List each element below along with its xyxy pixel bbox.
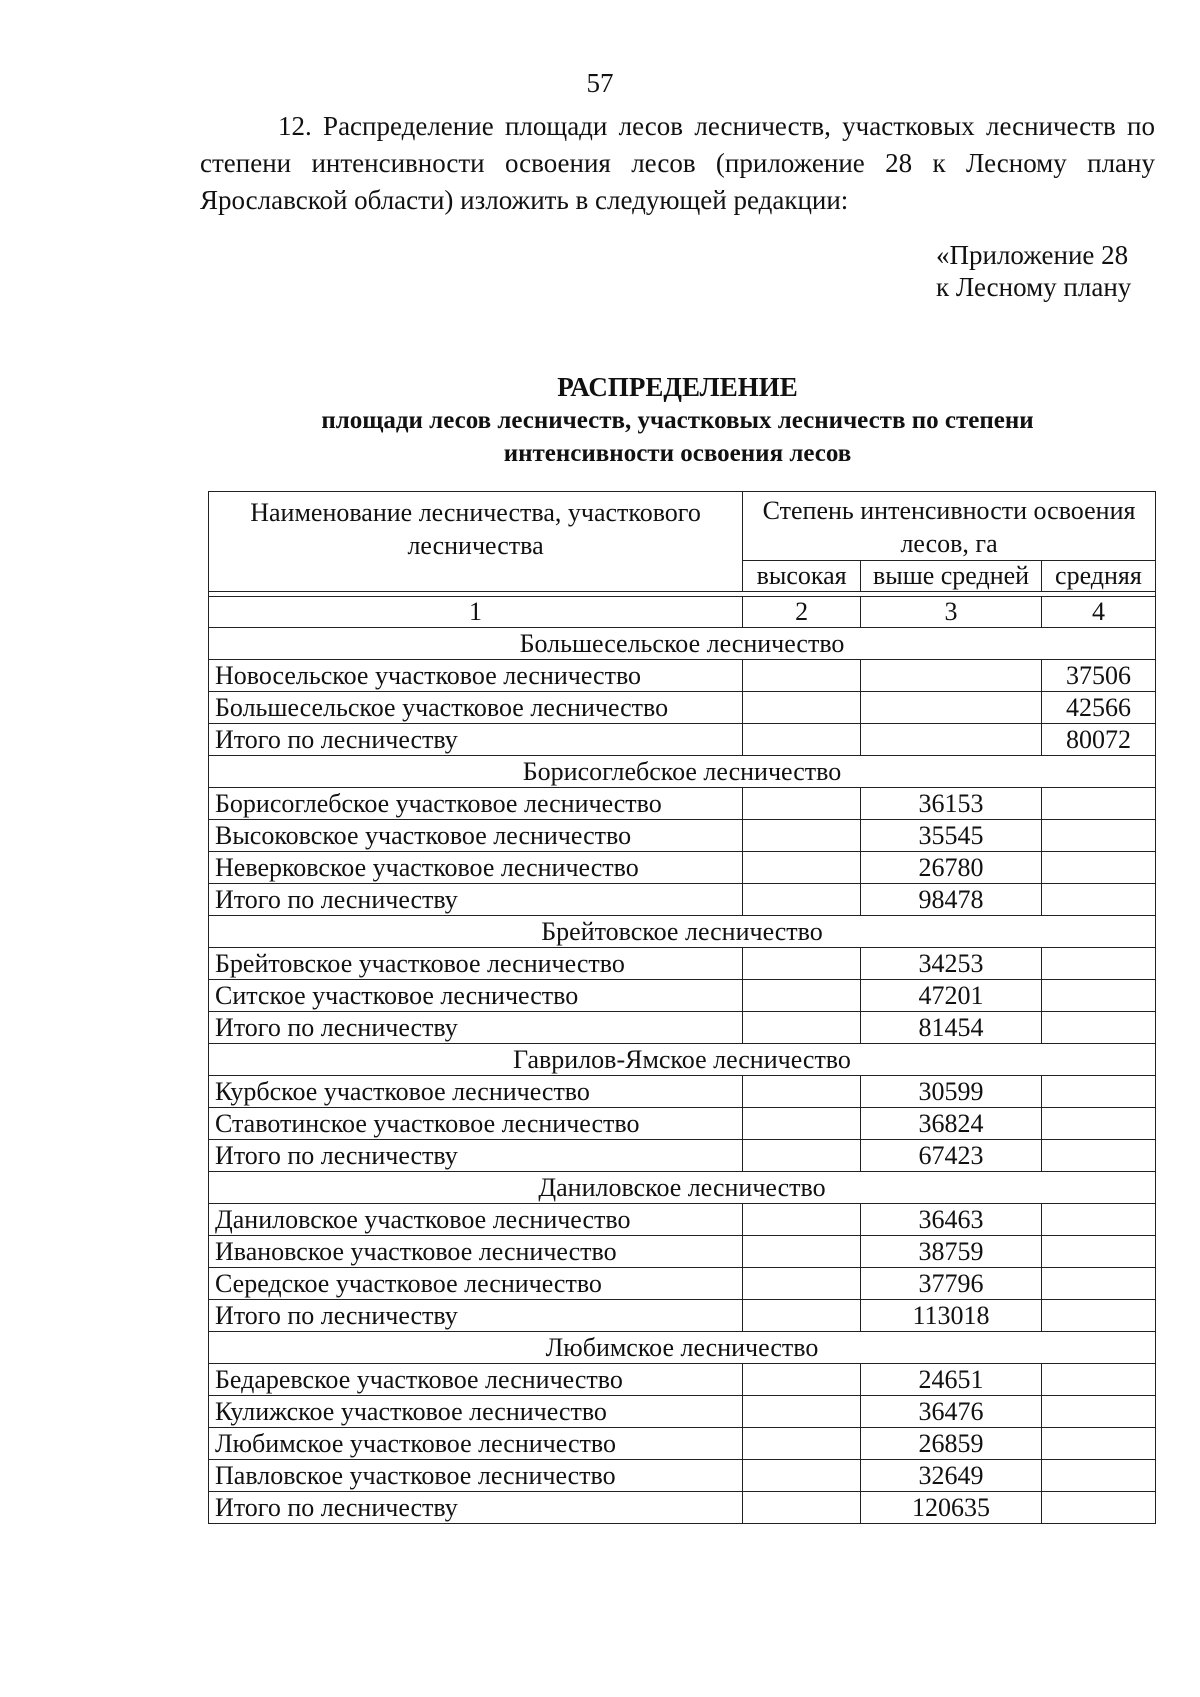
header-name-cell: Наименование лесничества, участкового лесничества: [209, 492, 743, 592]
row-high-cell: [743, 948, 861, 980]
table-row: [209, 1076, 1156, 1108]
row-average-cell: 42566: [1041, 692, 1155, 724]
row-high-cell: [743, 692, 861, 724]
table-row: [209, 1492, 1156, 1524]
row-above-average-cell: 26780: [861, 852, 1042, 884]
row-average-cell: [1041, 1140, 1155, 1172]
row-name-cell: Павловское участковое лесничество: [209, 1460, 743, 1492]
row-above-average-cell: 47201: [861, 980, 1042, 1012]
row-name-cell: Итого по лесничеству: [209, 1300, 743, 1332]
row-average-cell: [1041, 1076, 1155, 1108]
forestry-group-row: [209, 756, 1156, 788]
forestry-group-title: Даниловское лесничество: [209, 1172, 1156, 1204]
row-name-cell: Высоковское участковое лесничество: [209, 820, 743, 852]
page-number: 57: [586, 68, 614, 98]
row-above-average-cell: 67423: [861, 1140, 1042, 1172]
row-average-cell: [1041, 1236, 1155, 1268]
header-above-average-cell: выше средней: [861, 561, 1042, 592]
row-name-cell: Новосельское участковое лесничество: [209, 660, 743, 692]
row-high-cell: [743, 1396, 861, 1428]
annex-line-1: «Приложение 28: [936, 240, 1129, 270]
row-high-cell: [743, 1204, 861, 1236]
header-high-cell: высокая: [743, 561, 861, 592]
row-average-cell: 37506: [1041, 660, 1155, 692]
forestry-group-row: [209, 1172, 1156, 1204]
row-name-cell: Даниловское участковое лесничество: [209, 1204, 743, 1236]
row-average-cell: 80072: [1041, 724, 1155, 756]
table-row: [209, 1268, 1156, 1300]
forestry-group-row: [209, 628, 1156, 660]
row-high-cell: [743, 660, 861, 692]
table-row: [209, 788, 1156, 820]
row-above-average-cell: 24651: [861, 1364, 1042, 1396]
row-above-average-cell: 98478: [861, 884, 1042, 916]
row-average-cell: [1041, 852, 1155, 884]
row-average-cell: [1041, 1492, 1155, 1524]
row-high-cell: [743, 980, 861, 1012]
row-high-cell: [743, 1460, 861, 1492]
row-above-average-cell: 34253: [861, 948, 1042, 980]
row-average-cell: [1041, 1396, 1155, 1428]
row-high-cell: [743, 1076, 861, 1108]
distribution-table: [208, 491, 1156, 1524]
forestry-group-title: Брейтовское лесничество: [209, 916, 1156, 948]
header-degree-cell: Степень интенсивности освоения лесов, га: [743, 492, 1156, 561]
row-high-cell: [743, 1236, 861, 1268]
row-average-cell: [1041, 820, 1155, 852]
table-row: [209, 1364, 1156, 1396]
row-average-cell: [1041, 1108, 1155, 1140]
table-row: [209, 820, 1156, 852]
table-header-row: [209, 492, 1156, 561]
forestry-group-row: [209, 916, 1156, 948]
row-name-cell: Итого по лесничеству: [209, 1140, 743, 1172]
table-row: [209, 1396, 1156, 1428]
table-row: [209, 884, 1156, 916]
row-above-average-cell: 38759: [861, 1236, 1042, 1268]
row-average-cell: [1041, 884, 1155, 916]
row-above-average-cell: 37796: [861, 1268, 1042, 1300]
forestry-group-title: Большесельское лесничество: [209, 628, 1156, 660]
row-name-cell: Курбское участковое лесничество: [209, 1076, 743, 1108]
row-average-cell: [1041, 948, 1155, 980]
row-average-cell: [1041, 1300, 1155, 1332]
row-high-cell: [743, 788, 861, 820]
table-row: [209, 1428, 1156, 1460]
row-average-cell: [1041, 1460, 1155, 1492]
table-row: [209, 660, 1156, 692]
row-above-average-cell: 36463: [861, 1204, 1042, 1236]
forestry-group-row: [209, 1044, 1156, 1076]
table-row: [209, 1236, 1156, 1268]
header-average-cell: средняя: [1041, 561, 1155, 592]
row-above-average-cell: [861, 692, 1042, 724]
intro-paragraph: 12. Распределение площади лесов лесничеств, участковых лесничеств по степени интенсивности освоения лесов (приложение 28 к Лесному плану Ярославской области) изложить в следующей редакции:: [200, 111, 1155, 215]
row-average-cell: [1041, 1428, 1155, 1460]
row-name-cell: Итого по лесничеству: [209, 724, 743, 756]
heading-subtitle-1: площади лесов лесничеств, участковых лесничеств по степени: [321, 407, 1034, 434]
row-above-average-cell: 120635: [861, 1492, 1042, 1524]
row-high-cell: [743, 724, 861, 756]
row-name-cell: Середское участковое лесничество: [209, 1268, 743, 1300]
row-above-average-cell: 36476: [861, 1396, 1042, 1428]
row-above-average-cell: 36824: [861, 1108, 1042, 1140]
column-index-cell: 4: [1041, 597, 1155, 628]
row-high-cell: [743, 820, 861, 852]
row-average-cell: [1041, 980, 1155, 1012]
table-row: [209, 1012, 1156, 1044]
forestry-group-row: [209, 1332, 1156, 1364]
row-high-cell: [743, 1140, 861, 1172]
forestry-group-title: Борисоглебское лесничество: [209, 756, 1156, 788]
row-high-cell: [743, 1492, 861, 1524]
row-above-average-cell: 26859: [861, 1428, 1042, 1460]
table-row: [209, 1140, 1156, 1172]
row-above-average-cell: 36153: [861, 788, 1042, 820]
row-high-cell: [743, 1300, 861, 1332]
table-row: [209, 1204, 1156, 1236]
row-name-cell: Неверковское участковое лесничество: [209, 852, 743, 884]
table-row: [209, 1108, 1156, 1140]
table-row: [209, 692, 1156, 724]
row-average-cell: [1041, 788, 1155, 820]
row-name-cell: Большесельское участковое лесничество: [209, 692, 743, 724]
column-index-row: [209, 597, 1156, 628]
row-average-cell: [1041, 1268, 1155, 1300]
row-name-cell: Любимское участковое лесничество: [209, 1428, 743, 1460]
row-high-cell: [743, 1012, 861, 1044]
row-high-cell: [743, 1108, 861, 1140]
table-row: [209, 852, 1156, 884]
row-above-average-cell: 30599: [861, 1076, 1042, 1108]
row-high-cell: [743, 852, 861, 884]
table-row: [209, 724, 1156, 756]
row-name-cell: Ставотинское участковое лесничество: [209, 1108, 743, 1140]
row-name-cell: Ситское участковое лесничество: [209, 980, 743, 1012]
heading-title: РАСПРЕДЕЛЕНИЕ: [557, 372, 798, 402]
row-name-cell: Брейтовское участковое лесничество: [209, 948, 743, 980]
row-average-cell: [1041, 1204, 1155, 1236]
column-index-cell: 2: [743, 597, 861, 628]
row-above-average-cell: 32649: [861, 1460, 1042, 1492]
document-heading: [200, 370, 1155, 470]
row-name-cell: Итого по лесничеству: [209, 884, 743, 916]
row-above-average-cell: 113018: [861, 1300, 1042, 1332]
forestry-group-title: Гаврилов-Ямское лесничество: [209, 1044, 1156, 1076]
row-high-cell: [743, 884, 861, 916]
annex-line-2: к Лесному плану: [936, 272, 1132, 302]
row-name-cell: Бедаревское участковое лесничество: [209, 1364, 743, 1396]
row-name-cell: Итого по лесничеству: [209, 1012, 743, 1044]
row-above-average-cell: [861, 660, 1042, 692]
row-average-cell: [1041, 1012, 1155, 1044]
annex-reference: [936, 239, 1156, 303]
forestry-group-title: Любимское лесничество: [209, 1332, 1156, 1364]
heading-subtitle-2: интенсивности освоения лесов: [503, 440, 852, 467]
table-row: [209, 948, 1156, 980]
row-high-cell: [743, 1268, 861, 1300]
row-above-average-cell: [861, 724, 1042, 756]
row-above-average-cell: 35545: [861, 820, 1042, 852]
table-row: [209, 980, 1156, 1012]
table-row: [209, 1300, 1156, 1332]
column-index-cell: 3: [861, 597, 1042, 628]
row-name-cell: Борисоглебское участковое лесничество: [209, 788, 743, 820]
row-name-cell: Кулижское участковое лесничество: [209, 1396, 743, 1428]
row-above-average-cell: 81454: [861, 1012, 1042, 1044]
column-index-cell: 1: [209, 597, 743, 628]
row-name-cell: Итого по лесничеству: [209, 1492, 743, 1524]
row-high-cell: [743, 1428, 861, 1460]
table-row: [209, 1460, 1156, 1492]
row-average-cell: [1041, 1364, 1155, 1396]
row-high-cell: [743, 1364, 861, 1396]
row-name-cell: Ивановское участковое лесничество: [209, 1236, 743, 1268]
